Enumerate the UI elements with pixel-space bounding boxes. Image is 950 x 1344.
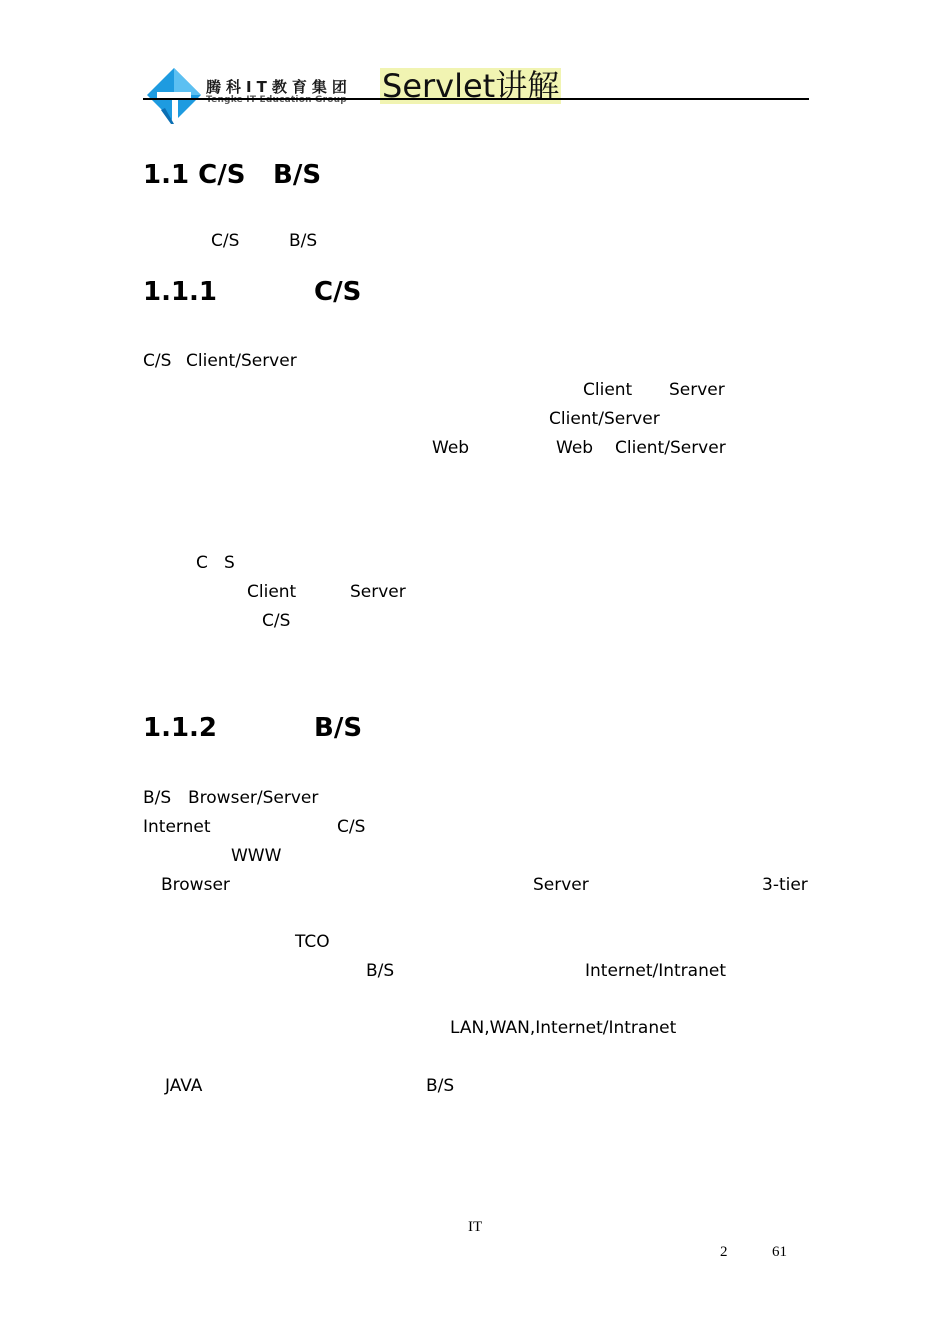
- bs-text: JAVA: [165, 1076, 203, 1096]
- cs-text: S: [224, 553, 235, 573]
- cs-text: Client/Server: [549, 409, 660, 429]
- header-divider: [143, 98, 809, 100]
- cs-text: Server: [669, 380, 725, 400]
- footer-center-text: IT: [468, 1219, 483, 1235]
- heading-1-1-2-number: 1.1.2: [143, 713, 218, 743]
- bs-text: Browser/Server: [188, 788, 319, 808]
- bs-text: C/S: [337, 817, 366, 837]
- bs-text: Server: [533, 875, 589, 895]
- bs-text: WWW: [231, 846, 282, 866]
- cs-text: Client: [247, 582, 297, 602]
- document-title: Servlet讲解: [382, 67, 560, 105]
- bs-text: TCO: [295, 932, 330, 952]
- cs-text: Client/Server: [186, 351, 297, 371]
- intro-bs: B/S: [289, 231, 318, 251]
- company-name-cn: 腾科IT教育集团: [206, 78, 352, 96]
- page-number-current: 2: [720, 1244, 728, 1260]
- company-name-en: Tengke IT Education Group: [206, 95, 347, 105]
- cs-text: C/S: [143, 351, 172, 371]
- intro-cs: C/S: [211, 231, 240, 251]
- cs-text: C/S: [262, 611, 291, 631]
- page-number-total: 61: [772, 1244, 787, 1260]
- heading-1-1-number: 1.1 C/S: [143, 160, 246, 190]
- cs-text: Web: [556, 438, 594, 458]
- bs-text: B/S: [143, 788, 172, 808]
- heading-1-1-2-name: B/S: [314, 713, 363, 743]
- bs-text: LAN,WAN,Internet/Intranet: [450, 1018, 677, 1038]
- heading-1-1-1-name: C/S: [314, 277, 362, 307]
- bs-text: 3-tier: [762, 875, 808, 895]
- cs-text: Server: [350, 582, 406, 602]
- bs-text: Internet: [143, 817, 211, 837]
- bs-text: Internet/Intranet: [585, 961, 726, 981]
- cs-text: Web: [432, 438, 470, 458]
- cs-text: Client: [583, 380, 633, 400]
- bs-text: B/S: [366, 961, 395, 981]
- heading-1-1-1-number: 1.1.1: [143, 277, 218, 307]
- company-logo-icon: [145, 66, 203, 126]
- heading-1-1-bs: B/S: [273, 160, 322, 190]
- cs-text: C: [196, 553, 208, 573]
- bs-text: Browser: [161, 875, 230, 895]
- bs-text: B/S: [426, 1076, 455, 1096]
- cs-text: Client/Server: [615, 438, 726, 458]
